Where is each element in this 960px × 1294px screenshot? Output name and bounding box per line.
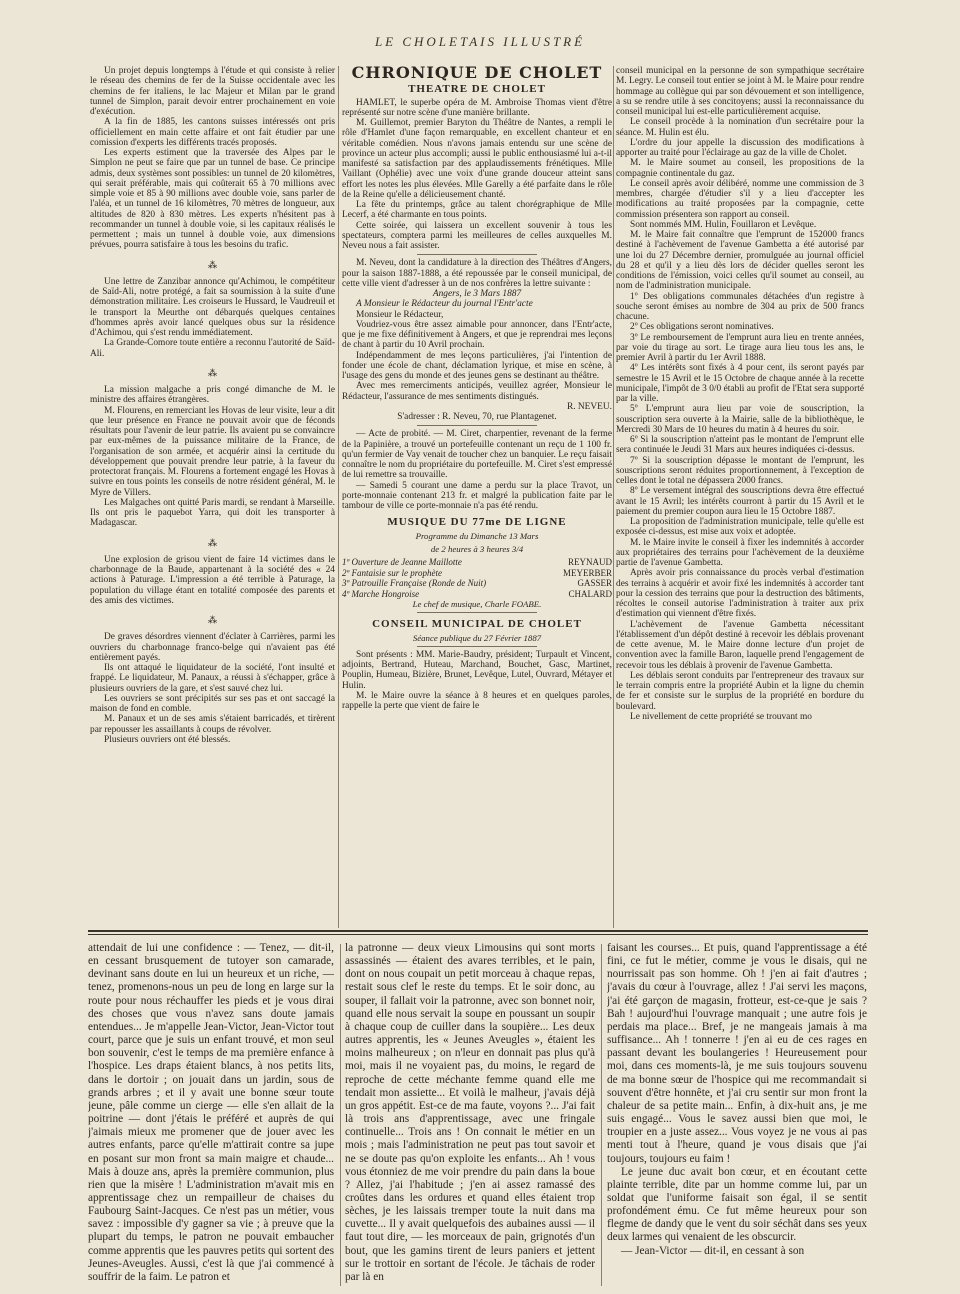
program-row: [342, 557, 612, 568]
paragraph: Les déblais seront conduits par l'entrepreneur des travaux sur le terrain compris entre la propriété Aubin et la ligne du chemin de fer et consiste sur le surplus de la propriété en bordure du boulevard.: [616, 670, 864, 712]
paragraph: Avec mes remerciments anticipés, veuillez agréer, Monsieur le Rédacteur, l'assurance de mes sentiments distingués.: [342, 381, 612, 402]
paragraph: Voudriez-vous être assez aimable pour annoncer, dans l'Entr'acte, que je me fixe définitivement à Angers, et que je reprendrai mes leçons de chant à partir du 10 Avril prochain.: [342, 319, 612, 351]
paragraph: faisant les courses... Et puis, quand l'apprentissage a été fini, ce fut le métier, comme je vous le disais, qui ne nourrissait pas son homme. Oh ! j'en ai fait d'autres ; j'avais du cœur à l'ouvrage, allez ! J'ai servi les maçons, j'ai été garçon de magasin, frotteur, est-ce-que je sais ? Bah ! aujourd'hui l'ouvrage manquait ; une autre fois je perdais ma place... Bref, je ne mangeais jamais à ma suffisance... Ah ! tonnerre ! j'en ai eu de ces rages en passant devant les boulangeries ! Heureusement pour moi, dans ces moments-là, je me suis toujours souvenu de ma bonne sœur de l'hospice qui me recommandait si souvent d'être honnête, et j'ai cru sentir sur mon front la chaleur de sa petite main... Enfin, à dix-huit ans, je me suis engagé... Vous le savez aussi bien que moi, le troupier en a juste assez... Vous voyez je ne vous ai pas menti tout à l'heure, quand je vous disais que j'ai toujours, toujours eu faim !: [607, 942, 867, 1165]
paragraph: attendait de lui une confidence : — Tenez, — dit-il, en cessant brusquement de tutoyer son camarade, devinant sans doute en lui un heureux et un riche, — tenez, promenons-nous un peu de long en large sur la route pour nous réchauffer les pieds et je vous dirai des choses que vous n'avez sans doute jamais entendues... Je m'appelle Jean-Victor, Jean-Victor tout court, parce que je suis un enfant trouvé, et mon seul bon souvenir, c'est le temps de ma première enfance à l'hospice. Les draps étaient blancs, à nos petits lits, dans le dortoir ; on jouait dans un jardin, sous de grands arbres ; et il y avait une bonne sœur toute jeune, pâle comme un cierge — elle s'en allait de la poitrine — dont j'étais le préféré et auprès de qui j'aimais mieux me promener que de jouer avec les autres enfants, parce qu'elle m'attirait contre sa jupe en posant sur mon front sa main maigre et chaude... Mais à douze ans, après la première communion, plus rien que la misère ! L'administration m'avait mis en apprentissage chez un rempailleur de chaises du Faubourg Saint-Jacques. Ce n'est pas un métier, vous savez : impossible d'y gagner sa vie ; à preuve que la plupart du temps, le patron ne pouvait embaucher comme apprentis que les pauvres petits qui sortent des Jeunes-Aveugles. Aussi, c'est là que j'ai commencé à souffrir de la faim. Le patron et: [88, 942, 334, 1283]
program-composer: REYNAUD: [568, 557, 612, 567]
music-subtitle: Programme du Dimanche 13 Mars: [415, 530, 539, 541]
paragraph: M. Flourens, en remerciant les Hovas de leur visite, leur a dit que leur présence en France ne pouvait avoir que de féconds résultats pour l'avenir de leur patrie. Ils avaient pu se convaincre par eux-mêmes de la puissance militaire de la France, de l'organisation de son armée, et acquérir ainsi la certitude du développement que pouvait prendre leur patrie, à la faveur du protectorat français. M. Flourens a fortement engagé les Hovas à suivre en tous points les conseils de notre résident général, M. le Myre de Villers.: [90, 405, 335, 498]
letter-recipient: A Monsieur le Rédacteur du journal l'Entr'acte: [356, 299, 533, 310]
program-row: [342, 578, 612, 589]
paragraph: Indépendamment de mes leçons particulières, j'ai l'intention de fonder une école de chant, déclamation lyrique, et mise en scène, à l'usage des gens du monde et des jeunes gens se destinant au théâtre.: [342, 350, 612, 381]
paragraph: L'achèvement de l'avenue Gambetta nécessitant l'établissement d'un dépôt destiné à recevoir les déblais provenant de cette avenue, M. le Maire donne lecture d'un projet de convention avec la famille Baron, laquelle prend l'engagement de recevoir tous les déblais à provenir de l'avenue Gambetta.: [616, 619, 864, 671]
music-time: de 2 heures à 3 heures 3/4: [430, 543, 524, 554]
paragraph: Monsieur le Rédacteur,: [356, 309, 444, 320]
paragraph: M. Neveu, dont la candidature à la direction des Théâtres d'Angers, pour la saison 1887-1888, a été repoussée par le conseil municipal, de cette ville vient d'adresser à un de nos confrères la lettre suivante :: [342, 258, 612, 289]
music-program: [342, 557, 612, 599]
paragraph: La Grande-Comore toute entière a reconnu l'autorité de Saïd-Ali.: [90, 338, 335, 359]
paragraph: la patronne — deux vieux Limousins qui sont morts assassinés — étaient des avares terribles, et le pain, dont on nous coupait un petit morceau à chaque repas, restait sous clef le reste du temps. Et le soir donc, au souper, il fallait voir la patronne, avec son bonnet noir, quand elle nous servait la soupe en poussant un soupir à chaque coup de cuiller dans la soupière... Les deux autres apprentis, les « Jeunes Aveugles », étaient les moins malheureux ; on n'leur en donnait pas plus qu'à moi, mais il ne voyaient pas, du moins, le regard de reproche de cette méchante femme quand elle me tendait mon assiette... Et voilà le malheur, j'avais déjà un gros appétit. Est-ce de ma faute, voyons ?... J'ai fait là trois ans d'apprentissage, avec une fringale continuelle... Trois ans ! On connait le métier en un mois ; mais l'administration ne peut pas tout savoir et ne se doute pas qu'on exploite les enfants... Ah ! vous vous étonniez de me voir prendre du pain dans la boue ? Allez, j'ai l'habitude ; j'en ai assez ramassé des croûtes dans les ordures et quand elles étaient trop sèches, je les laissais tremper toute la nuit dans ma cuvette... Il y avait quelquefois des aubaines aussi — il faut tout dire, — les morceaux de pain, grignotés d'un bout, que les gamins tirent de leurs paniers et jettent sur le trottoir en sortant de l'école. Je tâchais de roder par là en: [345, 942, 595, 1283]
divider: [417, 612, 537, 613]
theatre-title: THEATRE DE CHOLET: [408, 83, 546, 96]
paragraph: 3º Le remboursement de l'emprunt aura lieu en trente années, par voie du tirage au sort. Le tirage aura lieu tous les ans, le premier Avril à partir du 1er Avril 1888.: [616, 332, 864, 363]
section-separator: ⁂: [208, 259, 217, 270]
paragraph: Le conseil procède à la nomination d'un secrétaire pour la séance. M. Hulin est élu.: [616, 117, 864, 138]
divider: [417, 646, 537, 647]
program-piece: 1º Ouverture de Jeanne Maillotte: [342, 557, 462, 567]
section-separator: ⁂: [208, 367, 217, 378]
paragraph: M. le Maire ouvre la séance à 8 heures et en quelques paroles, rappelle la perte que vient de faire le: [342, 690, 612, 711]
column-news: [90, 66, 335, 926]
paragraph: Un projet depuis longtemps à l'étude et qui consiste à relier le réseau des chemins de fer de la Suisse occidentale avec les chemins de fer italiens, le lac Majeur et Milan par le grand tunnel de Simplon, parait devoir entrer prochainement en voie d'exécution.: [90, 66, 335, 117]
paragraph: — Acte de probité. — M. Ciret, charpentier, revenant de la ferme de la Papinière, a trouvé un portefeuille contenant un reçu de 1 100 fr. qu'un fermier de Vay venait de toucher chez un banquier. Le reçu faisait connaître le nom du propriétaire du portefeuille. M. Ciret s'est empressé de lui remettre sa trouvaille.: [342, 429, 612, 481]
paragraph: A la fin de 1885, les cantons suisses intéressés ont pris officiellement en main cette affaire et ont fait étudier par une comission d'experts les différents tracés proposés.: [90, 117, 335, 148]
program-row: [342, 568, 612, 579]
paragraph: 6º Si la souscription n'atteint pas le montant de l'emprunt elle sera continuée le Jeudi 31 Mars aux heures indiquées ci-dessus.: [616, 435, 864, 456]
section-separator: ⁂: [208, 537, 217, 548]
feuilleton-column: [345, 942, 595, 1287]
paragraph: De graves désordres viennent d'éclater à Carrières, parmi les ouvriers du charbonnage franco-belge qui n'avaient pas été entièrement payés.: [90, 632, 335, 663]
paragraph: conseil municipal en la personne de son sympathique secrétaire M. Legry. Le conseil tout entier se joint à M. le Maire pour rendre hommage au collègue qui par son dévouement et son intelligence, a su se rendre utile à ses concitoyens; aussi la reconnaissance du conseil municipal lui est-elle particulièrement acquise.: [616, 66, 864, 117]
program-row: [342, 589, 612, 600]
paragraph: Plusieurs ouvriers ont été blessés.: [104, 734, 231, 745]
column-conseil: [616, 66, 864, 926]
letter-date: Angers, le 3 Mars 1887: [432, 289, 522, 299]
conseil-title: CONSEIL MUNICIPAL DE CHOLET: [372, 618, 582, 631]
paragraph: 1º Des obligations communales détachées d'un registre à souche seront émises au nombre de 304 au prix de 500 francs chacune.: [616, 291, 864, 322]
signature: R. NEVEU.: [566, 401, 612, 412]
paragraph: 4º Les intérêts sont fixés à 4 pour cent, ils seront payés par semestre le 15 Avril et le 15 Octobre de chaque année à la recette municipale, l'impôt de 3 0/0 établi au profit de l'Etat sera supporté par la ville.: [616, 363, 864, 404]
column-chronique: [342, 66, 612, 926]
program-composer: GASSER: [577, 578, 612, 588]
paragraph: Les Malgaches ont quitté Paris mardi, se rendant à Marseille. Ils ont pris le paquebot Yarra, qui doit les transporter à Madagascar.: [90, 497, 335, 529]
paragraph: Après avoir pris connaissance du procès verbal d'estimation des terrains à acquérir et avoir fixé les indemnités à accorder tant pour la cession des terrains que pour la destruction des bâtiments, récoltes le conseil autorise l'administration à traiter aux prix d'estimation qui viennent d'être fixés.: [616, 568, 864, 620]
section-separator: ⁂: [208, 615, 217, 625]
paragraph: Une explosion de grisou vient de faire 14 victimes dans le charbonnage de la Baude, appartenant à la société des « 24 actions à Paturage. L'impression a été terrible à Paturage, la population du village étant en totalité composée des parents et des amis des victimes.: [90, 554, 335, 606]
paragraph: La fête du printemps, grâce au talent chorégraphique de Mlle Lecerf, a été charmante en tous points.: [342, 200, 612, 221]
paragraph: L'ordre du jour appelle la discussion des modifications à apporter au traité pour l'éclairage au gaz de la ville de Cholet.: [616, 137, 864, 158]
feuilleton-column: [88, 942, 334, 1287]
paragraph: Les ouvriers se sont précipités sur ses pas et ont saccagé la maison de fond en comble.: [90, 693, 335, 714]
paragraph: — Jean-Victor — dit-il, en cessant à son: [621, 1244, 805, 1257]
paragraph: Le nivellement de cette propriété se trouvant mo: [630, 711, 812, 722]
paragraph: Sont nommés MM. Hulin, Fouillaron et Levêque.: [630, 219, 817, 230]
paragraph: 7º Si la souscription dépasse le montant de l'emprunt, les souscriptions seront réduites proportionnement, à l'exception de celles dont le total ne dépassera 2000 francs.: [616, 455, 864, 486]
paragraph: M. Guillemot, premier Baryton du Théâtre de Nantes, a rempli le rôle d'Hamlet d'une façon remarquable, en excellent chanteur et en véritable comédien. Nous n'avons jamais entendu sur une scène de province un acteur plus accompli; aussi le public enthousiasmé lui a-t-il manifesté sa satisfaction par des applaudissements frénétiques. Mlle Vaillant (Ophélie) avec une voix d'une grande douceur atteint sans effort les notes les plus élevées. Mlle Garelly a été parfaite dans le rôle de la Reine qu'elle a délicieusement chanté.: [342, 118, 612, 200]
column-rule: [613, 66, 614, 928]
paragraph: Le conseil après avoir délibéré, nomme une commission de 3 membres, chargée d'étudier s'il y a lieu d'accepter les modifications au traité proposées par la compagnie, cette commission présentera son rapport au conseil.: [616, 178, 864, 220]
paragraph: La proposition de l'administration municipale, telle qu'elle est exposée ci-dessus, est mise aux voix et adoptée.: [616, 517, 864, 538]
paragraph: Le jeune duc avait bon cœur, et en écoutant cette plainte terrible, dite par un homme comme lui, par un soldat que l'uniforme faisait son égal, il se sentit profondément ému. Ce fut même heureux pour son flegme de dandy que le vent du soir séchât dans ses yeux deux larmes qui venaient de les obscurcir.: [607, 1165, 867, 1244]
column-rule: [601, 944, 602, 1286]
paragraph: Ils ont attaqué le liquidateur de la société, l'ont insulté et frappé. Le liquidateur, M. Panaux, a réussi à s'échapper, grâce à plusieurs ouvriers de la gare, et s'est sauvé chez lui.: [90, 663, 335, 694]
paragraph: M. Panaux et un de ses amis s'étaient barricadés, et tirèrent par repousser les assaillants à coups de révolver.: [90, 714, 335, 735]
column-rule: [338, 66, 339, 928]
paragraph: Les experts estiment que la traversée des Alpes par le Simplon ne peut se faire que par un tunnel de base. Ce principe admis, deux systèmes sont possibles: un tunnel de 20 kilomètres, qui serait préférable, mais qui coûterait 65 à 70 millions avec simple voie et 85 à 90 millions avec double voie, sans parler de l'aléa, et un tunnel de 16 kilomètres, 70 mètres de longueur, aux altitudes de 820 à 830 mètres. Les experts n'hésitent pas à recommander un tunnel à double voie, si les capitaux réalisés le permettent ; mais un tunnel à double voie, aux dimensions prévues, pourra satisfaire à tous les besoins du trafic.: [90, 148, 335, 251]
paragraph: 5º L'emprunt aura lieu par voie de souscription, la souscription sera ouverte à la Mairie, salle de la bibliothèque, le Mercredi 30 Mars de 10 heures du matin à 4 heures du soir.: [616, 404, 864, 435]
paragraph: 8º Le versement intégral des souscriptions devra être effectué avant le 15 Avril; les intérêts courront à partir du 15 Avril et le paiement du premier coupon aura lieu le 15 Octobre 1887.: [616, 486, 864, 517]
divider: [417, 425, 537, 426]
paragraph: La mission malgache a pris congé dimanche de M. le ministre des affaires étrangères.: [90, 385, 335, 406]
music-title: MUSIQUE DU 77me DE LIGNE: [387, 516, 567, 529]
conseil-subtitle: Séance publique du 27 Février 1887: [412, 632, 542, 643]
paragraph: Une lettre de Zanzibar annonce qu'Achimou, le compétiteur de Saïd-Ali, notre protégé, a fait sa soumission à la suite d'une démonstration militaire. Les croiseurs le Hussard, le Vaudreuil et le transport la Meurthe ont débarqués quelques centaines d'hommes après avoir lancé quelques obus sur la résidence d'Achimou, qui s'est rendu immédiatement.: [90, 276, 335, 338]
divider: [417, 254, 537, 255]
program-composer: CHALARD: [568, 588, 612, 599]
paragraph: 2º Ces obligations seront nominatives.: [630, 322, 774, 333]
program-piece: 3º Patrouille Française (Ronde de Nuit): [342, 578, 487, 588]
program-composer: MEYERBER: [562, 567, 612, 578]
paragraph: Sont présents : MM. Marie-Baudry, président; Turpault et Vincent, adjoints, Bertrand, Huteau, Marchand, Bouchet, Gasc, Martinet, Pouplin, Humeau, Bizière, Brunet, Levêque, Lutel, Ouvrard, Métayer et Hulin.: [342, 649, 612, 691]
chronique-title: CHRONIQUE DE CHOLET: [351, 66, 603, 82]
paragraph: HAMLET, le superbe opéra de M. Ambroise Thomas vient d'être représenté sur notre scène d'une manière brillante.: [342, 97, 612, 118]
paragraph: M. le Maire soumet au conseil, les propositions de la compagnie continentale du gaz.: [616, 158, 864, 179]
paragraph: M. le Maire fait connaître que l'emprunt de 152000 francs destiné à l'achèvement de l'avenue Gambetta a été autorisé par une loi du 27 Décembre dernier, promulguée au journal officiel du 28 et qu'il y a lieu dès lors de décider quelles seront les conditions de l'émission, voici celles qu'il soumet au conseil, au nom de l'administration municipale.: [616, 230, 864, 292]
program-piece: 2º Fantaisie sur le prophète: [342, 567, 442, 578]
paragraph: — Samedi 5 courant une dame a perdu sur la place Travot, un porte-monnaie contenant 213 fr. et malgré la publication faite par le tambour de ville ce porte-monnaie n'a pas été rendu.: [342, 480, 612, 511]
feuilleton-column: [607, 942, 867, 1287]
column-rule: [340, 944, 341, 1286]
program-piece: 4º Marche Hongroise: [342, 588, 420, 599]
feuilleton-rule: [88, 930, 868, 932]
masthead: LE CHOLETAIS ILLUSTRÉ: [374, 34, 586, 49]
address: S'adresser : R. Neveu, 70, rue Plantagenet.: [397, 412, 557, 422]
feuilleton-rule: [88, 934, 868, 935]
paragraph: M. le Maire invite le conseil à fixer les indemnités à accorder aux propriétaires des terrains pour l'achèvement de la deuxième partie de l'avenue Gambetta.: [616, 537, 864, 568]
music-chef: Le chef de musique, Charle FOABE.: [412, 599, 542, 609]
paragraph: Cette soirée, qui laissera un excellent souvenir à tous les spectateurs, comptera parmi les meilleures de celles auxquelles M. Neveu nous a fait assister.: [342, 220, 612, 251]
